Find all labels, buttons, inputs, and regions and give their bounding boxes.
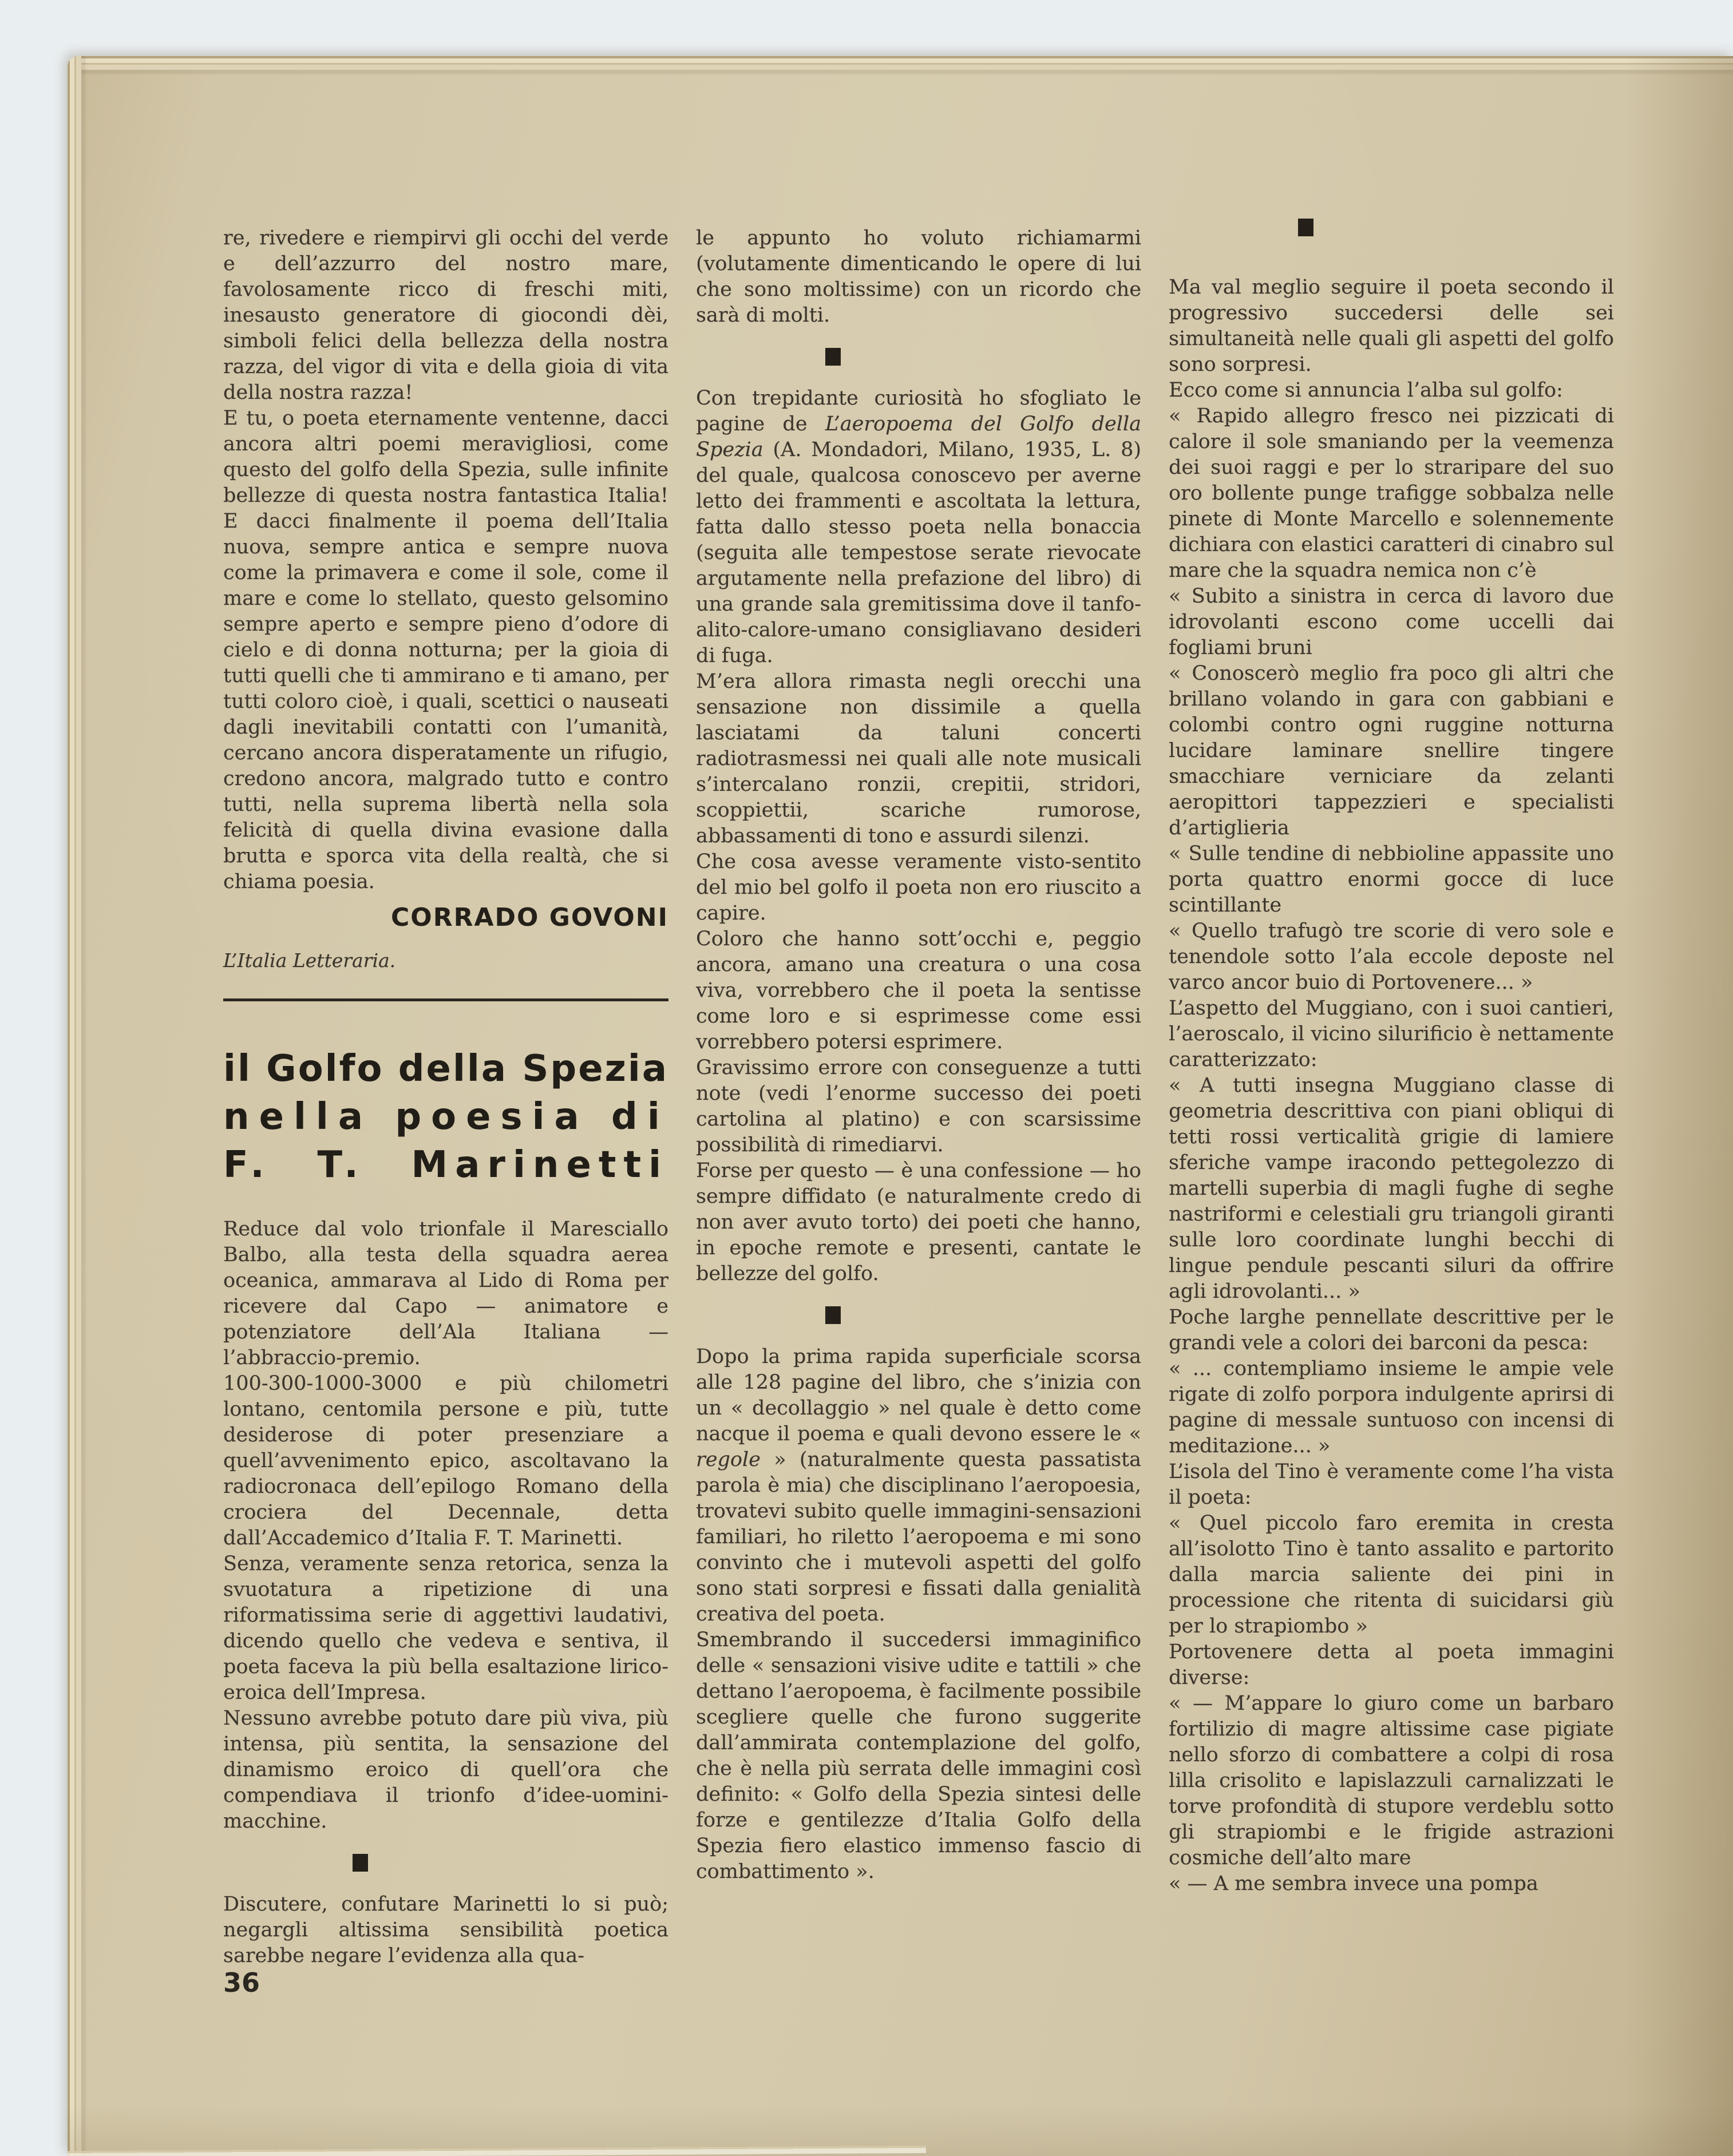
page-number: 36 <box>223 1967 260 1998</box>
paragraph: Ma val meglio seguire il poeta secondo il progressivo succedersi delle sei simultaneità nelle quali gli aspetti del golfo sono sorpresi. <box>1169 276 1614 376</box>
author-signature: CORRADO GOVONI <box>391 903 668 932</box>
article-title-line: F. T. Marinetti <box>223 1144 668 1186</box>
separator-square-icon <box>825 1306 841 1324</box>
paragraph: Ecco come si annuncia l’alba sul golfo: <box>1169 379 1563 402</box>
paragraph: le appunto ho voluto richiamarmi (volutamente dimenticando le opere di lui che sono moltissime) con un ricordo che sarà di molti. <box>696 227 1141 327</box>
section-separator <box>1169 225 1614 275</box>
paragraph: « — A me sembra invece una pompa <box>1169 1872 1538 1895</box>
paragraph: « ... contempliamo insieme le ampie vele rigate di zolfo porpora indulgente aprirsi di pagine di messale suntuoso con incensi di meditazione... » <box>1169 1357 1614 1457</box>
page-shade-right <box>1624 56 1733 2156</box>
paragraph: « Quel piccolo faro eremita in cresta all’isolotto Tino è tanto assalito e partorito dalla marcia saliente dei pini in processione che ritenta di suicidarsi giù per lo strapiombo » <box>1169 1512 1614 1638</box>
paragraph: Coloro che hanno sott’occhi e, peggio ancora, amano una creatura o una cosa viva, vorrebbero che il poeta la sentisse come loro e si esprimesse come essi vorrebbero potersi esprimere. <box>696 928 1141 1053</box>
paragraph: « Conoscerò meglio fra poco gli altri che brillano volando in gara con gabbiani e colombi contro ogni ruggine notturna lucidare laminare snellire tingere smacchiare verniciare da zelanti aeropittori tappezzieri e specialisti d’artiglieria <box>1169 662 1614 839</box>
paragraph: Gravissimo errore con conseguenze a tutti note (vedi l’enorme successo dei poeti cartolina al platino) e con scarsissime possibilità di rimediarvi. <box>696 1056 1141 1156</box>
paragraph: Dopo la prima rapida superficiale scorsa alle 128 pagine del libro, che s’inizia con un « decollaggio » nel quale è detto come nacque il poema e quali devono essere le « regole » (naturalmente questa passatista parola è mia) che disciplinano l’aeropoesia, trovatevi subito quelle immagini-sensazioni familiari, ho riletto l’aeropoema e mi sono convinto che i mutevoli aspetti del golfo sono stati sorpresi e fissati dalla genialità creativa del poeta. <box>696 1345 1141 1626</box>
source-citation: L’Italia Letteraria. <box>223 949 396 972</box>
paragraph: Che cosa avesse veramente visto-sentito del mio bel golfo il poeta non ero riuscito a capire. <box>696 850 1141 925</box>
magazine-page <box>68 56 1733 2156</box>
paragraph: Con trepidante curiosità ho sfogliato le pagine de L’aeropoema del Golfo della Spezia (A. Mondadori, Milano, 1935, L. 8) del quale, qualcosa conoscevo per averne letto dei frammenti e ascoltata la lettura, fatta dallo stesso poeta nella bonaccia (seguita alle tempestose serate rievocate argutamente nella prefazione del libro) di una grande sala gremitissima dove il tanfo-alito-calore-umano consigliavano desideri di fuga. <box>696 387 1141 667</box>
paragraph: 100-300-1000-3000 e più chilometri lontano, centomila persone e più, tutte desiderose di poter presenziare a quell’avvenimento epico, ascoltavano la radiocronaca dell’epilogo Romano della crociera del Decennale, detta dall’Accademico d’Italia F. T. Marinetti. <box>223 1372 668 1549</box>
paragraph: Forse per questo — è una confessione — ho sempre diffidato (e naturalmente credo di non aver avuto torto) dei poeti che hanno, in epoche remote e presenti, cantate le bellezze del golfo. <box>696 1159 1141 1285</box>
separator-square-icon <box>1298 219 1313 236</box>
paragraph: « Rapido allegro fresco nei pizzicati di calore il sole smaniando per la veemenza dei suoi raggi e per lo straripare del suo oro bollente punge trafigge sobbalza nelle pinete di Monte Marcello e solennemente dichiara con elastici caratteri di cinabro sul mare che la squadra nemica non c’è <box>1169 405 1614 582</box>
article-title-line: il Golfo della Spezia <box>223 1048 668 1090</box>
section-separator <box>696 328 1141 386</box>
paragraph: Senza, veramente senza retorica, senza la svuotatura a ripetizione di una riformatissima serie di aggettivi laudativi, dicendo quello che vedeva e sentiva, il poeta faceva la più bella esaltazione lirico-eroica dell’Impresa. <box>223 1552 668 1704</box>
paragraph: Nessuno avrebbe potuto dare più viva, più intensa, più sentita, la sensazione del dinamismo eroico di quell’ora che compendiava il trionfo d’idee-uomini-macchine. <box>223 1707 668 1833</box>
paragraph: E tu, o poeta eternamente ventenne, dacci ancora altri poemi meravigliosi, come questo del golfo della Spezia, sulle infinite bellezze di questa nostra fantastica Italia! E dacci finalmente il poema dell’Italia nuova, sempre antica e sempre nuova come la primavera e come il sole, come il mare e come lo stellato, questo gelsomino sempre aperto e sempre pieno d’odore di cielo e di donna notturna; per la gioia di tutti quelli che ti ammirano e ti amano, per tutti coloro cioè, i quali, scettici o nauseati dagli inevitabili contatti con l’umanità, cercano ancora disperatamente un rifugio, credono ancora, malgrado tutto e contro tutti, nella suprema libertà nella sola felicità di quella divina evasione dalla brutta e sporca vita della realtà, che si chiama poesia. <box>223 407 668 893</box>
text-column-2 <box>696 225 1141 1969</box>
page-edge-left <box>68 56 87 2156</box>
text-column-3 <box>1169 225 1614 1969</box>
separator-square-icon <box>825 348 841 366</box>
divider-rule <box>223 998 668 1001</box>
text-column-1 <box>223 225 668 1969</box>
paragraph: L’isola del Tino è veramente come l’ha vista il poeta: <box>1169 1460 1614 1509</box>
paragraph: Smembrando il succedersi immaginifico delle « sensazioni visive udite e tattili » che dettano l’aeropoema, è facilmente possibile scegliere quelle che furono suggerite dall’ammirata contemplazione del golfo, che è nella più serrata delle immagini così definito: « Golfo della Spezia sintesi delle forze e gentilezze d’Italia Golfo della Spezia fiero elastico immenso fascio di combattimento ». <box>696 1628 1141 1883</box>
section-separator <box>696 1287 1141 1344</box>
text-columns <box>223 225 1614 1969</box>
section-separator <box>223 1834 668 1892</box>
paragraph: L’aspetto del Muggiano, con i suoi cantieri, l’aeroscalo, il vicino silurificio è nettamente caratterizzato: <box>1169 997 1614 1071</box>
paragraph: « A tutti insegna Muggiano classe di geometria descrittiva con piani obliqui di tetti rossi verticalità grigie di lamiere sferiche vampe iracondo pettegolezzo di martelli superbia di magli fughe di seghe nastriformi e celestiali gru triangoli giranti sulle loro coordinate lunghi becchi di lingue pendule pescanti siluri da offrire agli idrovolanti... » <box>1169 1074 1614 1303</box>
paragraph: « — M’appare lo giuro come un barbaro fortilizio di magre altissime case pigiate nello sforzo di combattere a colpi di rosa lilla crisolito e lapislazzuli carnalizzati le torve profondità di stupore verdeblu sotto gli strapiombi e le frigide astrazioni cosmiche dell’alto mare <box>1169 1692 1614 1869</box>
paragraph: « Quello trafugò tre scorie di vero sole e tenendole sotto l’ala eccole deposte nel varco ancor buio di Portovenere... » <box>1169 920 1614 994</box>
paragraph: « Sulle tendine di nebbioline appassite uno porta quattro enormi gocce di luce scintillante <box>1169 842 1614 917</box>
article-title <box>223 1045 668 1189</box>
separator-square-icon <box>353 1854 368 1872</box>
article-title-line: nella poesia di <box>223 1096 670 1138</box>
paragraph: re, rivedere e riempirvi gli occhi del verde e dell’azzurro del nostro mare, favolosamente ricco di freschi miti, inesausto generatore di giocondi dèi, simboli felici della bellezza della nostra razza, del vigor di vita e della gioia di vita della nostra razza! <box>223 227 668 404</box>
paragraph: M’era allora rimasta negli orecchi una sensazione non dissimile a quella lasciatami da taluni concerti radiotrasmessi nei quali alle note musicali s’intercalano ronzii, crepitii, stridori, scoppiettii, scariche rumorose, abbassamenti di tono e assurdi silenzi. <box>696 670 1141 847</box>
paragraph: « Subito a sinistra in cerca di lavoro due idrovolanti escono come uccelli dai fogliami bruni <box>1169 585 1614 659</box>
page-edge-top <box>68 56 1733 76</box>
paragraph: Reduce dal volo trionfale il Maresciallo Balbo, alla testa della squadra aerea oceanica, ammarava al Lido di Roma per ricevere dal Capo — animatore e potenziatore dell’Ala Italiana — l’abbraccio-premio. <box>223 1218 668 1369</box>
paragraph: Portovenere detta al poeta immagini diverse: <box>1169 1640 1614 1689</box>
paragraph: Discutere, confutare Marinetti lo si può; negargli altissima sensibilità poetica sarebbe negare l’evidenza alla qua- <box>223 1893 668 1967</box>
paragraph: Poche larghe pennellate descrittive per le grandi vele a colori dei barconi da pesca: <box>1169 1306 1614 1354</box>
